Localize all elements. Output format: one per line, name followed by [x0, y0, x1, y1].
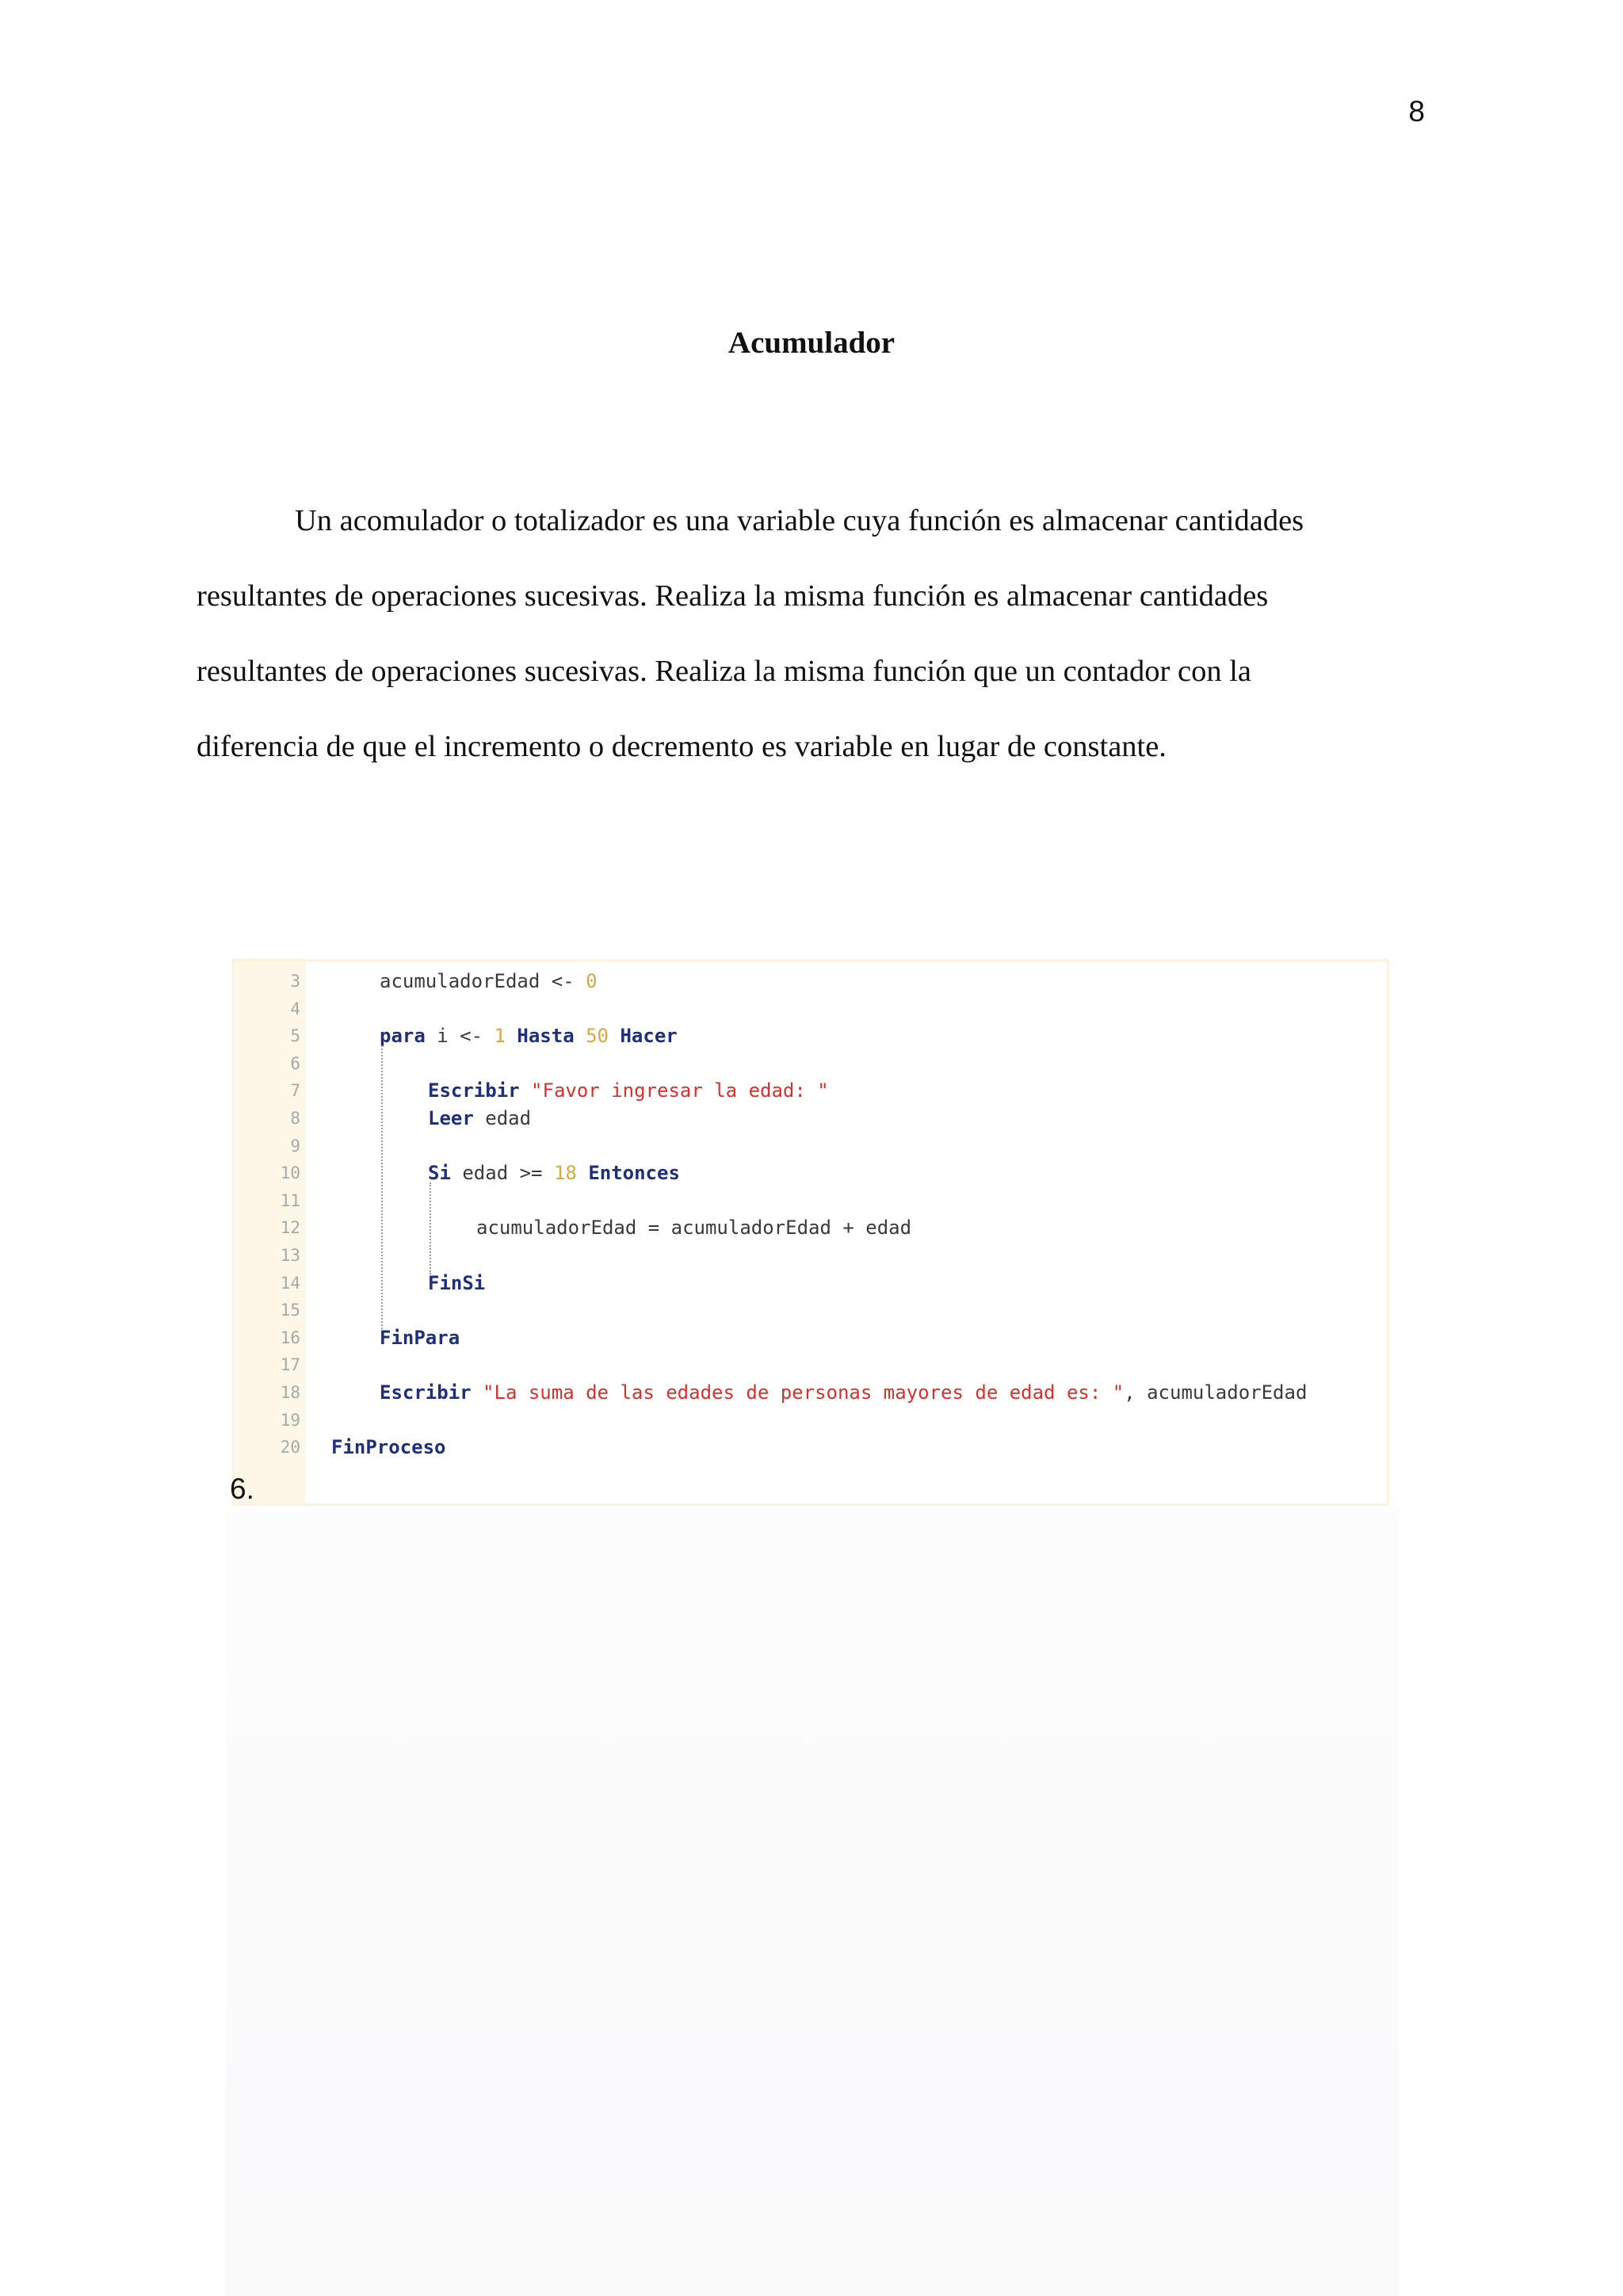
line-number: 16	[280, 1328, 300, 1347]
line-number: 17	[280, 1355, 300, 1375]
code-line	[235, 1105, 1387, 1133]
page-number: 8	[1408, 95, 1425, 128]
code-line	[235, 1379, 1387, 1407]
code-text	[380, 1324, 460, 1352]
code-line	[235, 1324, 1387, 1352]
code-token	[506, 1025, 517, 1047]
line-number: 20	[280, 1438, 300, 1457]
code-line	[235, 1434, 1387, 1461]
code-token: i <-	[425, 1025, 495, 1048]
code-token: Hacer	[620, 1025, 678, 1048]
code-token: Escribir	[428, 1079, 520, 1102]
line-number: 12	[280, 1218, 300, 1238]
line-number: 9	[290, 1136, 300, 1156]
code-token: 0	[586, 970, 598, 992]
code-line	[235, 1077, 1387, 1105]
code-text	[331, 1434, 446, 1461]
code-token: Leer	[428, 1107, 474, 1129]
code-text	[380, 1379, 1307, 1407]
code-text	[428, 1105, 531, 1133]
paragraph-line: resultantes de operaciones sucesivas. Realiza la misma función que un contador con la	[197, 655, 1251, 688]
code-line	[235, 1214, 1387, 1242]
code-line	[235, 1297, 1387, 1324]
code-token: , acumuladorEdad	[1124, 1381, 1308, 1404]
line-number: 3	[290, 972, 300, 991]
code-line	[235, 1050, 1387, 1078]
code-token: "Favor ingresar la edad: "	[531, 1079, 829, 1102]
code-token: Si	[428, 1162, 451, 1185]
code-line	[235, 1133, 1387, 1160]
code-line	[235, 1187, 1387, 1215]
line-number: 18	[280, 1383, 300, 1402]
code-token: edad	[473, 1107, 532, 1129]
code-line	[235, 1022, 1387, 1050]
paragraph-line: diferencia de que el incremento o decremento es variable en lugar de constante.	[197, 730, 1167, 763]
code-token: acumuladorEdad = acumuladorEdad + edad	[476, 1217, 912, 1240]
line-number: 14	[280, 1273, 300, 1293]
line-number: 15	[280, 1301, 300, 1320]
code-token: FinProceso	[331, 1436, 446, 1459]
code-token: para	[380, 1025, 426, 1048]
code-token: 1	[494, 1025, 506, 1048]
code-token	[575, 1025, 586, 1047]
code-text	[380, 1022, 678, 1050]
line-number: 7	[290, 1081, 300, 1101]
code-text	[428, 1077, 829, 1105]
indent-guide	[381, 1045, 383, 1329]
indent-guide	[430, 1182, 431, 1274]
line-number: 5	[290, 1026, 300, 1046]
code-token: "La suma de las edades de personas mayores de edad es: "	[483, 1381, 1125, 1404]
code-token: Escribir	[380, 1381, 472, 1404]
code-text	[428, 1270, 485, 1297]
list-marker: 6.	[230, 1473, 254, 1505]
scan-shade	[226, 1510, 1399, 2296]
code-line	[235, 1407, 1387, 1435]
code-line	[235, 1270, 1387, 1297]
code-token: Entonces	[588, 1162, 680, 1185]
code-text	[428, 1159, 680, 1187]
paragraph-line: Un acomulador o totalizador es una variable cuya función es almacenar cantidades	[295, 504, 1304, 537]
code-token: edad >=	[450, 1162, 554, 1185]
line-number: 8	[290, 1109, 300, 1128]
code-line	[235, 1159, 1387, 1187]
code-line	[235, 968, 1387, 995]
code-token	[472, 1381, 483, 1404]
code-token	[609, 1025, 620, 1047]
code-text	[380, 968, 598, 995]
code-token: FinPara	[380, 1326, 460, 1349]
code-screenshot	[232, 959, 1389, 1506]
line-number: 11	[280, 1190, 300, 1210]
paragraph-line: resultantes de operaciones sucesivas. Realiza la misma función es almacenar cantidades	[197, 579, 1269, 613]
body-paragraph	[197, 483, 1409, 785]
code-line	[235, 1242, 1387, 1270]
code-line	[235, 1351, 1387, 1379]
code-token: 50	[586, 1025, 609, 1048]
section-title: Acumulador	[727, 326, 896, 360]
line-number: 6	[290, 1053, 300, 1073]
code-text	[476, 1214, 911, 1242]
code-line	[235, 995, 1387, 1023]
code-token: 18	[553, 1162, 577, 1185]
line-number: 10	[280, 1163, 300, 1183]
code-token	[520, 1079, 531, 1102]
code-token: Hasta	[517, 1025, 575, 1048]
line-number: 4	[290, 999, 300, 1018]
code-token	[577, 1162, 588, 1184]
line-number: 19	[280, 1410, 300, 1430]
code-token: FinSi	[428, 1271, 486, 1294]
line-number: 13	[280, 1246, 300, 1265]
code-token: acumuladorEdad <-	[380, 970, 586, 992]
